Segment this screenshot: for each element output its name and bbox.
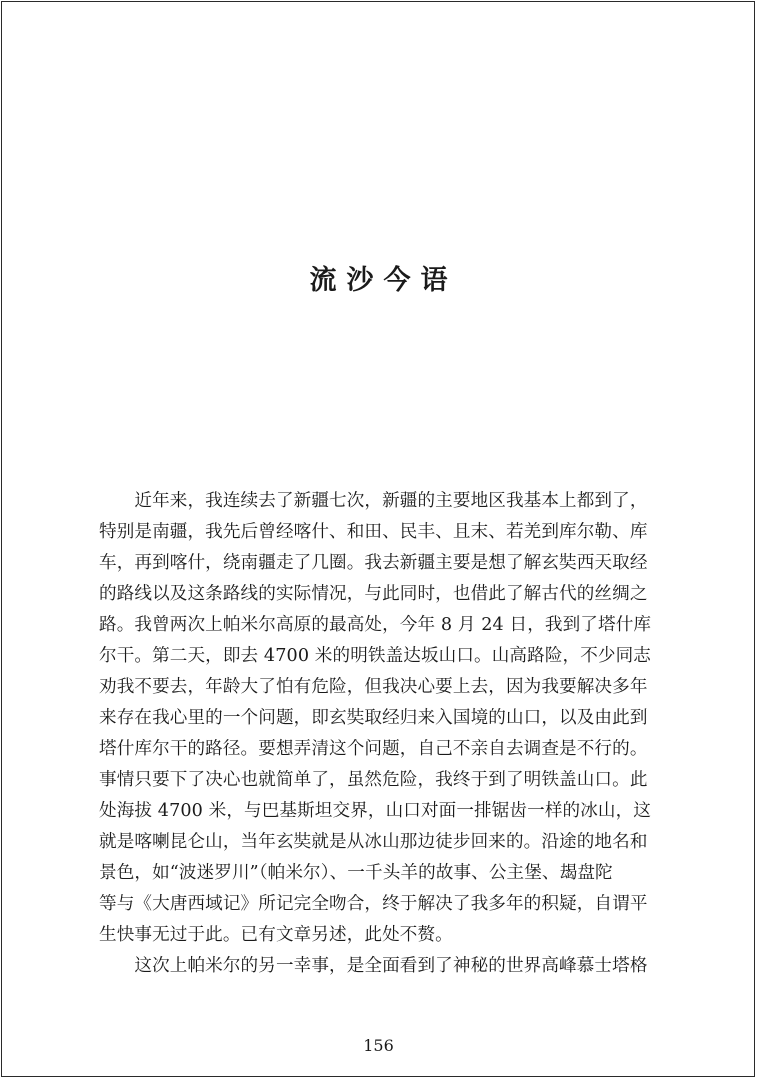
text-line: 路。我曾两次上帕米尔高原的最高处，今年 8 月 24 日，我到了塔什库 <box>99 615 652 635</box>
text-line: 处海拔 4700 米，与巴基斯坦交界，山口对面一排锯齿一样的冰山，这 <box>99 801 651 821</box>
text-line: 生快事无过于此。已有文章另述，此处不赘。 <box>99 925 453 945</box>
text-line: 事情只要下了决心也就简单了，虽然危险，我终于到了明铁盖山口。此 <box>99 770 648 790</box>
text-line: 的路线以及这条路线的实际情况，与此同时，也借此了解古代的丝绸之 <box>99 584 648 604</box>
text-line: 景色，如“波迷罗川”（帕米尔）、一千头羊的故事、公主堡、朅盘陀 <box>99 863 613 883</box>
text-line: 近年来，我连续去了新疆七次，新疆的主要地区我基本上都到了， <box>99 491 648 511</box>
body-text <box>99 486 679 982</box>
text-line: 劝我不要去，年龄大了怕有危险，但我决心要上去，因为我要解决多年 <box>99 677 648 697</box>
text-line: 尔干。第二天，即去 4700 米的明铁盖达坂山口。山高路险，不少同志 <box>99 646 651 666</box>
page-number: 156 <box>363 1036 394 1055</box>
text-line: 这次上帕米尔的另一幸事，是全面看到了神秘的世界高峰慕士塔格 <box>99 956 648 976</box>
text-line: 塔什库尔干的路径。要想弄清这个问题，自己不亲自去调查是不行的。 <box>99 739 648 759</box>
text-line: 特别是南疆，我先后曾经喀什、和田、民丰、且末、若羌到库尔勒、库 <box>99 522 648 542</box>
text-line: 就是喀喇昆仑山，当年玄奘就是从冰山那边徒步回来的。沿途的地名和 <box>99 832 648 852</box>
page-title: 流沙今语 <box>309 265 458 296</box>
text-line: 来存在我心里的一个问题，即玄奘取经归来入国境的山口，以及由此到 <box>99 708 648 728</box>
text-line: 车，再到喀什，绕南疆走了几圈。我去新疆主要是想了解玄奘西天取经 <box>99 553 648 573</box>
text-line: 等与《大唐西域记》所记完全吻合，终于解决了我多年的积疑，自谓平 <box>99 894 648 914</box>
